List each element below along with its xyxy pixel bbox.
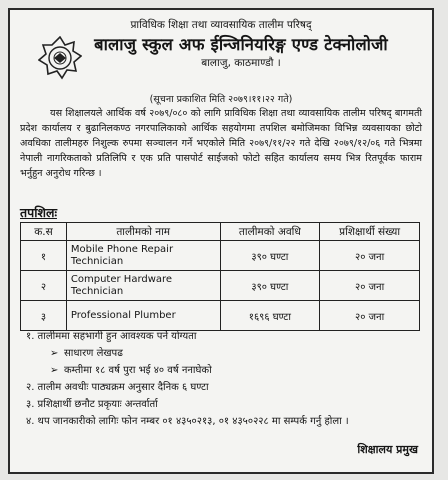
school-address: बालाजु, काठमाण्डौ ।	[201, 57, 281, 69]
requirement-literacy	[26, 345, 420, 362]
requirement-literacy-text: साधारण लेखपढ	[64, 348, 123, 359]
arrow-bullet-icon: ➢	[50, 348, 59, 359]
row-training-name: Computer Hardware Technician	[66, 271, 220, 301]
organization-name: प्राविधिक शिक्षा तथा व्यावसायिक तालीम परिषद्	[130, 19, 312, 31]
row-training-name: Professional Plumber	[66, 301, 220, 331]
row-seats: २० जना	[320, 271, 420, 301]
table-row	[21, 271, 420, 301]
school-name: बालाजु स्कुल अफ ईन्जिनियरिङ्ग एण्ड टेक्नोलोजी	[94, 35, 388, 54]
requirement-duration: २. तालीम अवधीः पाठ्यक्रम अनुसार दैनिक ६ घण्टा	[26, 382, 209, 393]
publish-date: (सूचना प्रकाशित मिति २०७९।११।२२ गते)	[149, 94, 293, 105]
header-duration: तालीमको अवधि	[220, 223, 320, 241]
requirement-contact: ४. थप जानकारीको लागिः फोन नम्बर ०१ ४३५०२१३, ०१ ४३५०२२८ मा सम्पर्क गर्नु होला ।	[26, 416, 349, 427]
row-sn: १	[21, 241, 67, 271]
training-table	[20, 222, 420, 331]
table-header-row	[21, 223, 420, 241]
requirement-age-text: कम्तीमा १८ वर्ष पुरा भई ४० वर्ष ननाघेको	[64, 365, 212, 376]
row-duration: ३९० घण्टा	[220, 271, 320, 301]
requirements-list	[26, 328, 420, 430]
row-duration: ३९० घण्टा	[220, 241, 320, 271]
arrow-bullet-icon: ➢	[50, 365, 59, 376]
requirement-age	[26, 362, 420, 379]
requirement-selection: ३. प्रशिक्षार्थी छनौट प्रकृयाः अन्तर्वार्ता	[26, 399, 158, 410]
header-training-name: तालीमको नाम	[66, 223, 220, 241]
signature-title: शिक्षालय प्रमुख	[357, 443, 418, 456]
header-seats: प्रशिक्षार्थी संख्या	[320, 223, 420, 241]
header-sn: क.स	[21, 223, 67, 241]
row-sn: ३	[21, 301, 67, 331]
table-heading: तपशिलः	[20, 205, 57, 220]
row-duration: १६९६ घण्टा	[220, 301, 320, 331]
notice-paragraph: यस शिक्षालयले आर्थिक वर्ष २०७९/०८० को लागि प्राविधिक शिक्षा तथा व्यावसायिक तालीम परिषद् बागमती प्रदेश कार्यालय र बुढानिलकण्ठ नगरपालिकाको आर्थिक सहयोगमा तपशिल बमोजिमका विभिन्न व्यवसायका छोटो अवधिका तालीमहरु निशुल्क रुपमा सञ्चालन गर्ने भएकोले मिति २०७९/११/२२ गते देखि २०७९/१२/०६ गते भित्रमा नेपाली नागरिकताको प्रतिलिपि र एक प्रति पासपोर्ट साईजको फोटो सहित कार्यालय समय भित्र रितपूर्वक फाराम भर्नुहुन अनुरोध गरिन्छ ।	[20, 108, 422, 179]
notice-sheet	[8, 8, 434, 474]
row-training-name: Mobile Phone Repair Technician	[66, 241, 220, 271]
table-row	[21, 241, 420, 271]
row-seats: २० जना	[320, 241, 420, 271]
requirement-eligibility: १. तालीममा सहभागी हुन आवश्यक पर्ने योग्यता	[26, 331, 197, 342]
table-row	[21, 301, 420, 331]
row-sn: २	[21, 271, 67, 301]
row-seats: २० जना	[320, 301, 420, 331]
